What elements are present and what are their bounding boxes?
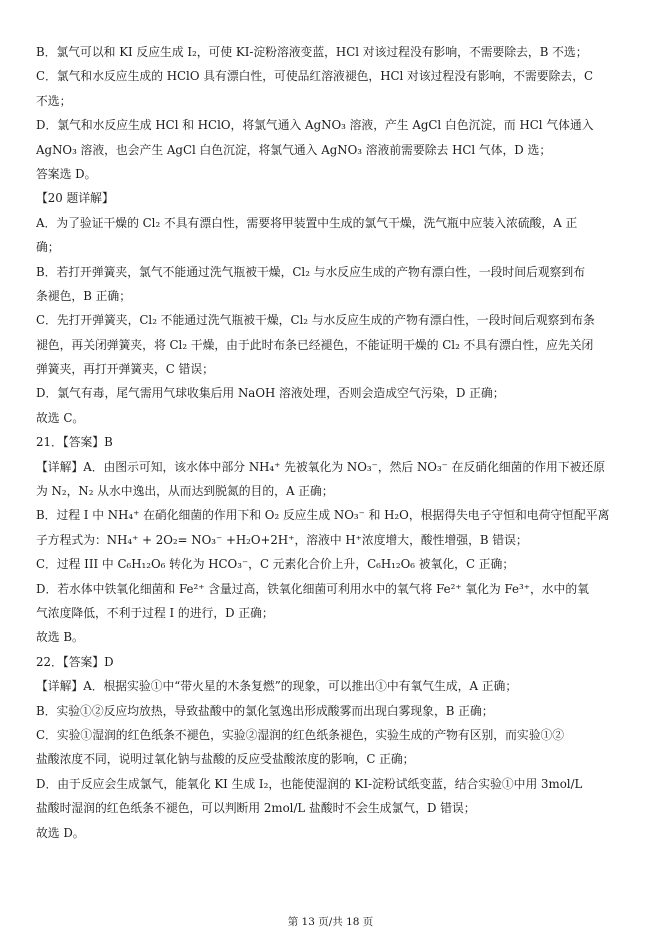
text-line: 21．【答案】B — [36, 435, 113, 450]
text-line: B．过程 I 中 NH₄⁺ 在硝化细菌的作用下和 O₂ 反应生成 NO₃⁻ 和 H₂O，根据得失电子守恒和电荷守恒配平离 — [36, 508, 610, 523]
text-line: 弹簧夹，再打开弹簧夹，C 错误； — [36, 362, 214, 377]
text-line: AgNO₃ 溶液，也会产生 AgCl 白色沉淀，将氯气通入 AgNO₃ 溶液前需要除去 HCl 气体，D 选； — [36, 142, 552, 157]
text-line: 子方程式为：NH₄⁺ + 2O₂= NO₃⁻ +H₂O+2H⁺，溶液中 H⁺浓度增大，酸性增强，B 错误； — [36, 532, 528, 547]
page-footer: 第 13 页/共 18 页 — [287, 916, 374, 928]
text-line: 褪色，再关闭弹簧夹，将 Cl₂ 干燥，由于此时布条已经褪色，不能证明干燥的 Cl₂ 不具有漂白性，应先关闭 — [36, 337, 594, 352]
text-line: D．由于反应会生成氯气，能氧化 KI 生成 I₂，也能使湿润的 KI-淀粉试纸变蓝，结合实验①中用 3mol/L — [36, 776, 583, 791]
text-line: B．氯气可以和 KI 反应生成 I₂，可使 KI-淀粉溶液变蓝，HCl 对该过程没有影响，不需要除去，B 不选； — [36, 45, 588, 59]
answer-explanation-body — [36, 40, 630, 845]
text-line: B．若打开弹簧夹，氯气不能通过洗气瓶被干燥，Cl₂ 与水反应生成的产物有漂白性，一段时间后观察到布 — [36, 264, 586, 279]
text-line: 【详解】A．根据实验①中“带火星的木条复燃”的现象，可以推出①中有氧气生成，A 正确； — [36, 679, 518, 694]
text-line: C．先打开弹簧夹，Cl₂ 不能通过洗气瓶被干燥，Cl₂ 与水反应生成的产物有漂白性，一段时间后观察到布条 — [36, 313, 595, 328]
text-line: 条褪色，B 正确； — [36, 288, 131, 303]
text-line: 故选 B。 — [36, 630, 84, 645]
text-line: 气浓度降低，不利于过程 I 的进行，D 正确； — [36, 605, 274, 620]
text-line: 【详解】A．由图示可知，该水体中部分 NH₄⁺ 先被氧化为 NO₃⁻，然后 NO₃⁻ 在反硝化细菌的作用下被还原 — [36, 459, 606, 474]
text-line: 不选； — [36, 93, 72, 108]
text-line: 盐酸浓度不同，说明过氧化钠与盐酸的反应受盐酸浓度的影响，C 正确； — [36, 752, 415, 767]
text-line: D．若水体中铁氧化细菌和 Fe²⁺ 含量过高，铁氧化细菌可利用水中的氧气将 Fe²⁺ 氧化为 Fe³⁺，水中的氧 — [36, 581, 589, 596]
text-line: 确； — [36, 240, 60, 255]
text-line: 答案选 D。 — [36, 166, 97, 181]
text-line: D．氯气有毒，尾气需用气球收集后用 NaOH 溶液处理，否则会造成空气污染，D 正确； — [36, 386, 505, 401]
text-line: C．实验①湿润的红色纸条不褪色，实验②湿润的红色纸条褪色，实验生成的产物有区别，而实验①② — [36, 727, 565, 742]
text-line: C．过程 III 中 C₆H₁₂O₆ 转化为 HCO₃⁻，C 元素化合价上升，C₆H₁₂O₆ 被氧化，C 正确； — [36, 557, 515, 572]
text-line: C．氯气和水反应生成的 HClO 具有漂白性，可使品红溶液褪色，HCl 对该过程没有影响，不需要除去，C — [36, 69, 594, 84]
text-line: 盐酸时湿润的红色纸条不褪色，可以判断用 2mol/L 盐酸时不会生成氯气，D 错误； — [36, 801, 476, 816]
text-line: B．实验①②反应均放热，导致盐酸中的氯化氢逸出形成酸雾而出现白雾现象，B 正确； — [36, 703, 494, 718]
text-line: 【20 题详解】 — [36, 191, 114, 206]
text-line: 故选 C。 — [36, 410, 85, 425]
text-line: 故选 D。 — [36, 825, 85, 840]
text-line: A．为了验证干燥的 Cl₂ 不具有漂白性，需要将甲装置中生成的氯气干燥，洗气瓶中应装入浓硫酸，A 正 — [36, 215, 578, 230]
text-line: 为 N₂，N₂ 从水中逸出，从而达到脱氮的目的，A 正确； — [36, 484, 334, 499]
text-line: 22．【答案】D — [36, 654, 114, 669]
text-line: D．氯气和水反应生成 HCl 和 HClO，将氯气通入 AgNO₃ 溶液，产生 AgCl 白色沉淀，而 HCl 气体通入 — [36, 118, 594, 133]
